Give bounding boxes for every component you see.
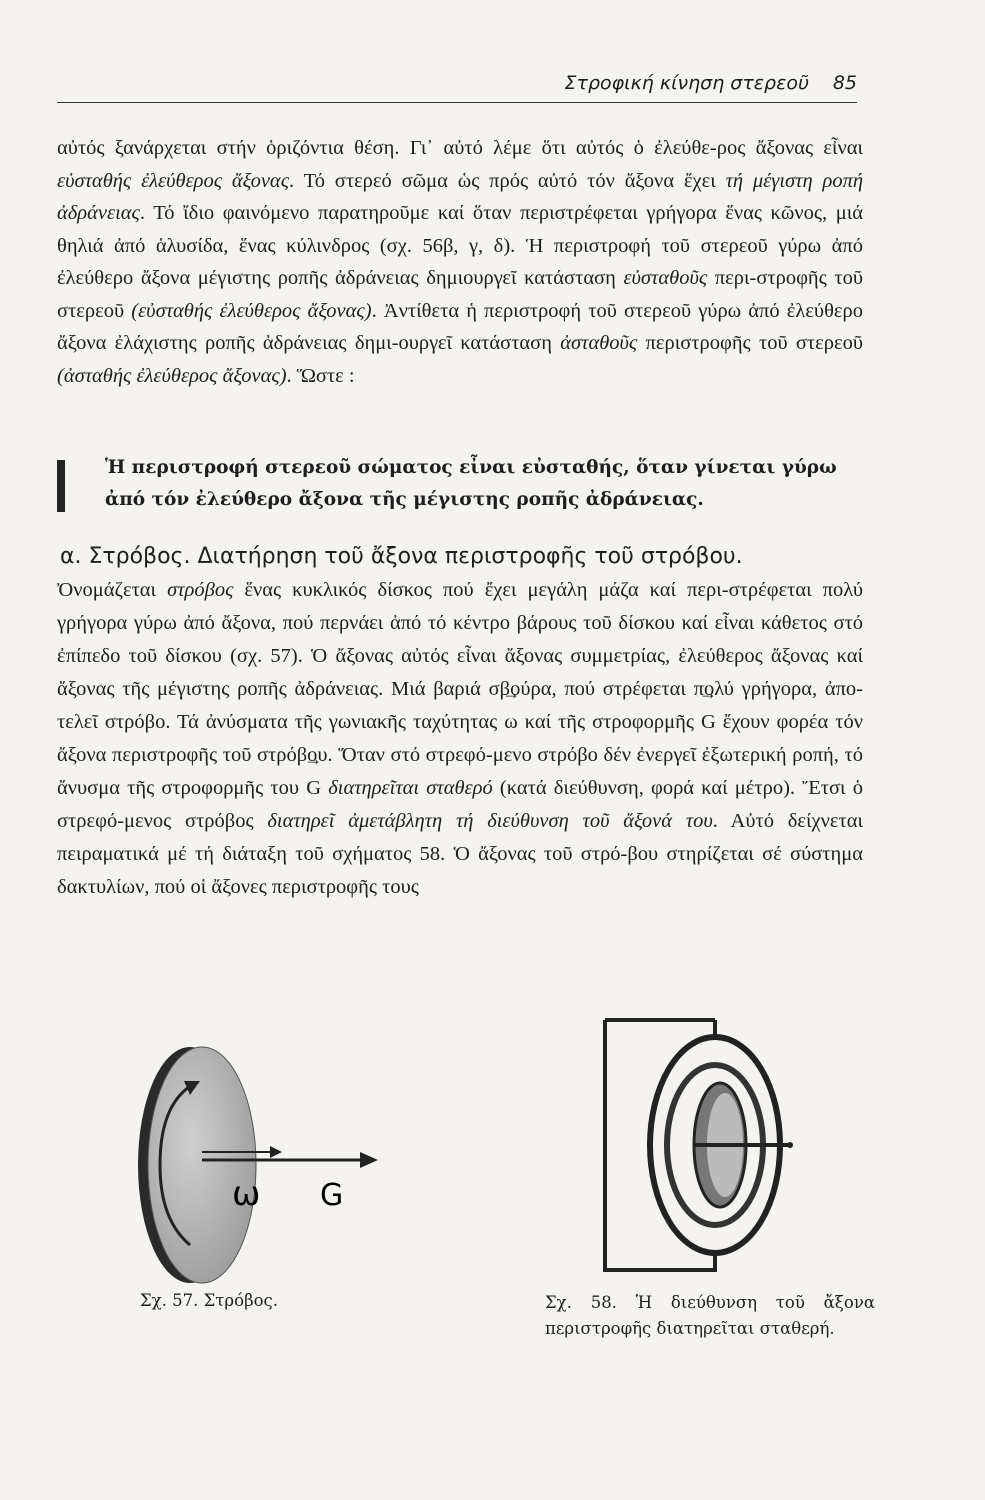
figure-58-gimbal xyxy=(585,1010,795,1300)
emphasis: ἀσταθοῦς xyxy=(560,332,638,354)
law-statement xyxy=(57,452,863,512)
section-title: α. Στρόβος. Διατήρηση τοῦ ἄξονα περιστροφῆς τοῦ στρόβου. xyxy=(60,544,743,569)
text-run: . Ἀντίθετα ἡ περιστροφή τοῦ στερεοῦ γύρω ἀπό ἐλεύθερο ἄξονα ἐλάχιστης ροπῆς ἀδράνειας δημι-ουργεῖ κατάσταση xyxy=(57,299,863,354)
vector-G: → G xyxy=(306,772,321,805)
figure-57-caption: Σχ. 57. Στρόβος. xyxy=(140,1291,279,1310)
emphasis: τή μέγιστη ροπή ἀδράνειας xyxy=(57,169,864,224)
G-label: G xyxy=(320,1178,344,1213)
figure-57-disc xyxy=(120,1045,380,1305)
vector-omega: → ω xyxy=(504,706,518,739)
text-run: ἔχουν φορέα τόν ἄξονα περιστροφῆς τοῦ στρόβου. Ὅταν στό στρεφό-μενο στρόβο δέν ἐνεργεῖ ἐξωτερική ροπή, τό ἄνυσμα τῆς στροφορμῆς του xyxy=(57,711,863,799)
axle-end xyxy=(787,1142,793,1148)
law-text xyxy=(105,452,865,516)
vector-G: → G xyxy=(701,706,716,739)
law-line-1: Ἡ περιστροφή στερεοῦ σώματος εἶναι εὐσταθής, ὅταν γίνεται γύρω xyxy=(105,457,837,478)
omega-arrowhead xyxy=(270,1146,282,1158)
running-title: Στροφική κίνηση στερεοῦ xyxy=(564,72,809,94)
law-line-2: ἀπό τόν ἐλεύθερο ἄξονα τῆς μέγιστης ροπῆς ἀδράνειας. xyxy=(105,489,704,510)
emphasis: εὐσταθής ἐλεύθερος ἄξονας xyxy=(57,169,290,192)
emphasis: (ἀσταθής ἐλεύθερος ἄξονας) xyxy=(57,364,287,387)
disc-face xyxy=(148,1047,256,1283)
text-run: καί τῆς στροφορμῆς xyxy=(517,711,701,733)
emphasis: διατηρεῖ ἀμετάβλητη τή διεύθυνση τοῦ ἄξονά του xyxy=(267,810,713,832)
text-run: αὐτός ξανάρχεται στήν ὁριζόντια θέση. Γι᾽ αὐτό λέμε ὅτι αὐτός ὁ ἐλεύθε-ρος ἄξονας εἶναι xyxy=(57,137,863,159)
section-body xyxy=(57,574,863,904)
text-run: . Αὐτό δείχνεται πειραματικά μέ τή διάταξη τοῦ σχήματος 58. Ὁ ἄξονας τοῦ στρό-βου στηρίζεται σέ σύστημα δακτυλίων, πού οἱ ἄξονες περιστροφῆς τους xyxy=(57,810,863,898)
text-run: περι-στροφῆς τοῦ στερεοῦ xyxy=(57,267,864,322)
text-run: . Ὥστε : xyxy=(286,364,355,387)
page-number: 85 xyxy=(832,72,857,94)
text-run: (κατά διεύθυνση, φορά καί μέτρο). Ἔτσι ὁ στρεφό-μενος στρόβος xyxy=(57,777,863,832)
text-run: . Τό στερεό σῶμα ὡς πρός αὐτό τόν ἄξονα ἔχει xyxy=(289,169,726,192)
omega-label: ω xyxy=(232,1174,261,1214)
emphasis: (εὐσταθής ἐλεύθερος ἄξονας) xyxy=(131,299,372,322)
text-run: περιστροφῆς τοῦ στερεοῦ xyxy=(637,332,864,354)
figure-58-caption: Σχ. 58. Ἡ διεύθυνση τοῦ ἄξονα περιστροφῆς διατηρεῖται σταθερή. xyxy=(545,1293,875,1338)
text-run: . Τό ἴδιο φαινόμενο παρατηροῦμε καί ὅταν περιστρέφεται γρήγορα ἕνας κῶνος, μιά θηλιά ἀπό ἁλυσίδα, ἕνας κύλινδρος (σχ. 56β, γ, δ). Ἡ περιστροφή τοῦ στερεοῦ γύρω ἀπό ἐλεύθερο ἄξονα μέγιστης ροπῆς ἀδράνειας δημιουργεῖ κατάσταση xyxy=(57,202,863,289)
axis-arrowhead xyxy=(360,1152,378,1168)
text-run: Ὀνομάζεται xyxy=(57,579,168,601)
margin-bar xyxy=(57,460,65,512)
paragraph-stable-axis xyxy=(57,132,863,392)
text-run: ἕνας κυκλικός δίσκος πού ἔχει μεγάλη μάζα καί περι-στρέφεται πολύ γρήγορα γύρω ἀπό ἄξονα, πού περνάει ἀπό τό κέντρο βάρους τοῦ δίσκου καί εἶναι κάθετος στό ἐπίπεδο τοῦ δίσκου (σχ. 57). Ὁ ἄξονας αὐτός εἶναι ἄξονας συμμετρίας, ἐλεύθερος ἄξονας καί ἄξονας τῆς μέγιστης ροπῆς ἀδράνειας. Μιά βαριά σβούρα, πού στρέφεται πολύ γρήγορα, ἀπο-τελεῖ στρόβο. Τά ἀνύσματα τῆς γωνιακῆς ταχύτητας xyxy=(57,579,864,733)
emphasis: εὐσταθοῦς xyxy=(623,267,708,289)
emphasis: στρόβος xyxy=(167,579,234,601)
emphasis: διατηρεῖται σταθερό xyxy=(328,777,493,799)
running-header xyxy=(57,70,857,103)
